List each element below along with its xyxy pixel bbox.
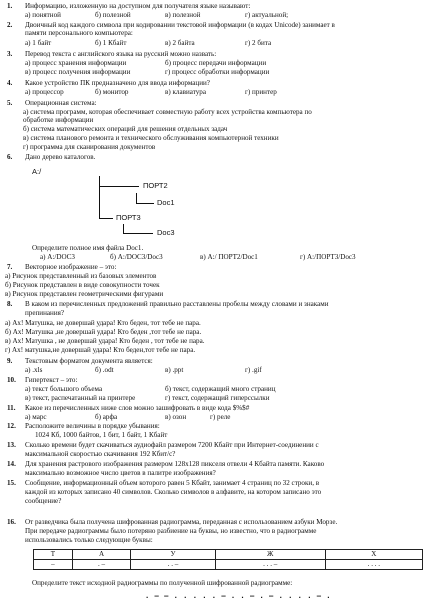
values-list: 1024 Кб, 1000 байтов, 1 бит, 1 байт, 1 Кбайт: [35, 431, 168, 439]
tree-folder-port2: ПОРТ2: [143, 181, 168, 190]
question-text-cont: каждой из которых записано 40 символов. Сколько символов в алфавите, на котором записано это: [25, 488, 322, 496]
option-d: г) принтер: [245, 88, 277, 96]
question-text-cont: максимальной скоростью скачивания 192 Кбит/с?: [25, 450, 176, 458]
question-text: Операционная система:: [25, 99, 97, 107]
option-b: б) процесс передачи информации: [165, 59, 267, 67]
option-c: в) система планового ремонта и технического обслуживания компьютерной техники: [23, 134, 279, 142]
option-c: в) Рисунок представлен геометрическими фигурами: [5, 290, 164, 298]
question-number: 7.: [7, 263, 13, 271]
letter-cell: Х: [325, 550, 422, 560]
question-3: [5, 50, 439, 58]
option-c: в) A:/ ПОРТ2/Doc1: [200, 253, 258, 261]
letter-cell: Ж: [215, 550, 325, 560]
question-text: От разведчика была получена шифрованная радиограмма, переданная с использованием азбуки Морзе.: [25, 518, 338, 526]
option-c: в) 2 байта: [165, 39, 195, 47]
morse-table: [33, 549, 423, 570]
option-c: в) процесс получения информации: [25, 68, 131, 76]
question-number: 2.: [7, 21, 13, 29]
question-text: Для хранения растрового изображения размером 128x128 пикселя отвели 4 Кбайта памяти. Каково: [25, 460, 325, 468]
question-text: Двоичный код каждого символа при кодировании текстовой информации (в кодах Unicode) занимает в: [25, 21, 335, 29]
option-a: а) процессор: [25, 88, 64, 96]
question-15: [5, 479, 439, 487]
letters-row: [34, 550, 423, 560]
question-number: 9.: [7, 357, 13, 365]
question-text: Гипертекст – это:: [25, 376, 78, 384]
option-a: а) 1 байт: [25, 39, 52, 47]
question-number: 16.: [7, 518, 16, 526]
option-a: а) Ах! Матушка, не довершай удара! Кто беден, тот тебе не пара.: [5, 319, 201, 327]
option-a: а) .xls: [25, 366, 43, 374]
option-d: г) текст, содержащий гиперссылки: [165, 394, 270, 402]
code-cell: . . . –: [215, 560, 325, 570]
question-number: 5.: [7, 99, 13, 107]
option-b: б) текст, содержащий много страниц: [165, 385, 276, 393]
question-number: 11.: [7, 404, 16, 412]
question-number: 13.: [7, 441, 16, 449]
letter-cell: У: [131, 550, 215, 560]
question-6: [5, 153, 439, 161]
question-text-cont: памяти персонального компьютера:: [25, 29, 133, 37]
tree-file-doc1: Doc1: [157, 198, 175, 207]
letter-cell: Т: [34, 550, 73, 560]
question-13: [5, 441, 439, 449]
option-c: в) текст, распечатанный на принтере: [25, 394, 136, 402]
option-d: г) реле: [210, 413, 231, 421]
question-number: 3.: [7, 50, 13, 58]
question-text: Сколько времени будет скачиваться аудиофайл размером 7200 Кбайт при Интернет-соединении с: [25, 441, 319, 449]
letter-cell: А: [72, 550, 131, 560]
tree-branch-line: [136, 203, 154, 204]
option-d: г) Ах! матушка,не довершай удара! Кто беден,тот тебе не пара.: [5, 346, 196, 354]
question-number: 14.: [7, 460, 16, 468]
question-number: 10.: [7, 376, 16, 384]
option-a-cont: обработке информации: [23, 116, 94, 124]
question-10: [5, 376, 439, 384]
question-16: [5, 518, 439, 526]
option-a: а) процесс хранения информации: [25, 59, 127, 67]
encrypted-message: . – – . . . . . – . . – . – . . . . – .: [145, 591, 332, 600]
question-number: 4.: [7, 79, 13, 87]
tree-branch-line: [123, 233, 153, 234]
question-5: [5, 99, 439, 107]
question-text: Перевод текста с английского языка на русский можно назвать:: [25, 50, 217, 58]
tree-folder-port3: ПОРТ3: [116, 213, 141, 222]
code-cell: . . –: [131, 560, 215, 570]
question-2: [5, 21, 439, 29]
question-12: [5, 422, 439, 430]
tree-branch-line: [99, 186, 139, 187]
question-number: 15.: [7, 479, 16, 487]
option-b: б) система математических операций для решения отдельных задач: [23, 125, 228, 133]
question-4: [5, 79, 439, 87]
question-number: 1.: [7, 2, 13, 10]
question-text: Дано дерево каталогов.: [25, 153, 96, 161]
question-prompt: Определите текст исходной радиограммы по полученной шифрованной радиограмме:: [32, 579, 293, 587]
question-8: [5, 300, 439, 308]
question-text: Векторное изображение – это:: [25, 263, 117, 271]
question-text: Информацию, изложенную на доступном для получателя языке называют:: [25, 2, 251, 10]
question-text: В каком из перечисленных предложений правильно расставлены пробелы между словами и знаками: [25, 300, 329, 308]
option-b: б) .odt: [95, 366, 114, 374]
option-d: г) .gif: [245, 366, 262, 374]
tree-branch-line: [99, 218, 113, 219]
option-d: г) актуальной;: [245, 11, 289, 19]
tree-branch-line: [123, 224, 124, 233]
option-a: а) система программ, которая обеспечивает совместную работу всех устройства компьютера по: [23, 108, 312, 116]
option-d: г) 2 бита: [245, 39, 272, 47]
question-11: [5, 404, 439, 412]
option-a: а) Рисунок представленный из базовых элементов: [5, 272, 157, 280]
question-9: [5, 357, 439, 365]
option-a: а) понятной: [25, 11, 61, 19]
option-c: в) клавиатура: [165, 88, 206, 96]
question-number: 6.: [7, 153, 13, 161]
option-c: в) Ах! Матушка , не довершай удара! Кто беден , тот тебе не пара.: [5, 337, 205, 345]
codes-row: [34, 560, 423, 570]
option-d: г) A:/ПОРТ3/Doc3: [300, 253, 356, 261]
question-text: Текстовым форматом документа является:: [25, 357, 153, 365]
option-b: б) Рисунок представлен в виде совокупности точек: [5, 281, 160, 289]
question-14: [5, 460, 439, 468]
tree-branch-line: [136, 193, 137, 203]
option-c: в) полезной: [165, 11, 201, 19]
question-7: [5, 263, 439, 271]
option-c: в) озон: [165, 413, 187, 421]
code-cell: . . . .: [325, 560, 422, 570]
option-b: б) полезной: [95, 11, 131, 19]
option-b: б) монитор: [95, 88, 129, 96]
question-text-cont: максимально возможное число цветов в палитре изображения?: [25, 469, 216, 477]
option-b: б) арфа: [95, 413, 118, 421]
option-d: г) процесс обработки информации: [165, 68, 270, 76]
code-cell: –: [34, 560, 73, 570]
option-b: б) 1 Кбайт: [95, 39, 127, 47]
question-text: Расположите величины в порядке убывания:: [25, 422, 160, 430]
option-b: б) Ах! Матушка ,не довершай удара! Кто беден ,тот тебе не пара.: [5, 328, 202, 336]
question-text: Какое устройство ПК предназначено для ввода информации?: [25, 79, 210, 87]
question-text-cont: использовались только следующие буквы:: [25, 536, 153, 544]
question-text-cont: препинания?: [25, 309, 65, 317]
question-text: Сообщение, информационный объем которого равен 5 Кбайт, занимает 4 страниц по 32 строки, в: [25, 479, 320, 487]
question-number: 8.: [7, 300, 13, 308]
tree-branch-line: [99, 176, 100, 219]
question-prompt: Определите полное имя файла Doc1.: [32, 244, 144, 252]
option-d: г) программа для сканирования документов: [23, 143, 156, 151]
option-b: б) A:/DOC3/Doc3: [110, 253, 163, 261]
question-text: Какое из перечисленных ниже слов можно зашифровать в виде кода $%$#: [25, 404, 250, 412]
code-cell: . –: [72, 560, 131, 570]
question-1: [5, 2, 439, 10]
option-a: а) текст большого объема: [25, 385, 103, 393]
option-a: а) марс: [25, 413, 47, 421]
option-c: в) .ppt: [165, 366, 184, 374]
question-text-cont: сообщение?: [25, 497, 62, 505]
question-text-cont: При передаче радиограммы было потеряно разбиение на буквы, но известно, что в радиограмме: [25, 527, 317, 535]
tree-root: A:/: [32, 167, 42, 176]
option-a: а) A:/DOC3: [40, 253, 75, 261]
tree-file-doc3: Doc3: [157, 228, 175, 237]
question-number: 12.: [7, 422, 16, 430]
